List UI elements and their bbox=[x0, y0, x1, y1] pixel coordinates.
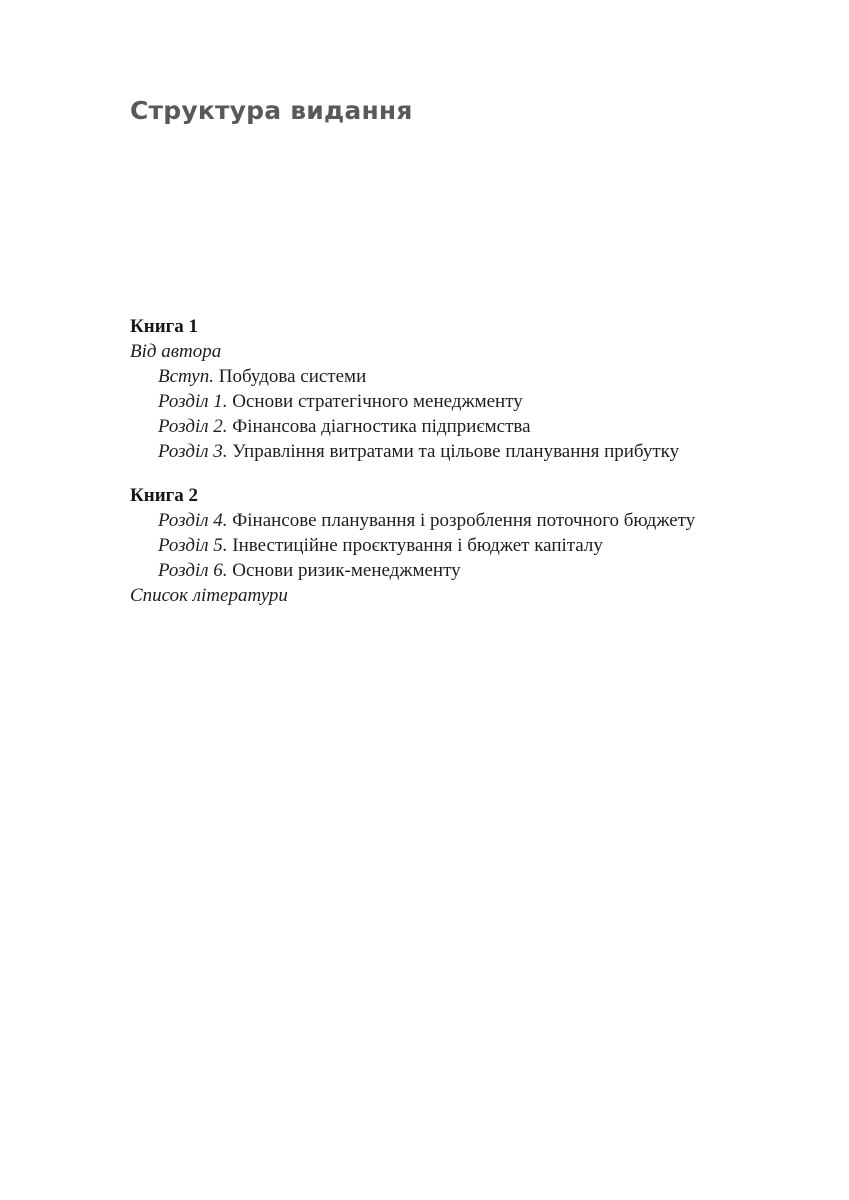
toc-item-prefix: Розділ 5. bbox=[158, 535, 228, 556]
toc-item-prefix: Список літератури bbox=[130, 585, 288, 606]
toc-item-chapter-5 bbox=[130, 533, 730, 558]
toc-item-chapter-6 bbox=[130, 558, 730, 583]
toc-item-chapter-3 bbox=[130, 439, 730, 464]
toc-item-text: Управління витратами та цільове планування прибутку bbox=[227, 441, 680, 462]
table-of-contents bbox=[130, 314, 730, 608]
toc-item-prefix: Розділ 4. bbox=[158, 510, 228, 531]
toc-item-text: Основи ризик-менеджменту bbox=[227, 560, 461, 581]
toc-item-text: Інвестиційне проєктування і бюджет капіталу bbox=[227, 535, 603, 556]
toc-item-prefix: Від автора bbox=[130, 341, 222, 362]
toc-item-prefix: Розділ 1. bbox=[158, 391, 228, 412]
page-title: Структура видання bbox=[130, 96, 413, 125]
toc-item-prefix: Розділ 3. bbox=[158, 441, 228, 462]
toc-item-chapter-2 bbox=[130, 414, 730, 439]
toc-item-prefix: Розділ 2. bbox=[158, 416, 228, 437]
toc-section-book-2 bbox=[130, 483, 730, 608]
toc-item-intro bbox=[130, 364, 730, 389]
toc-item-text: Основи стратегічного менеджменту bbox=[227, 391, 523, 412]
toc-item-chapter-1 bbox=[130, 389, 730, 414]
toc-item-text: Побудова системи bbox=[213, 366, 367, 387]
toc-section-book-1 bbox=[130, 314, 730, 464]
toc-item-author-foreword bbox=[130, 339, 730, 364]
toc-item-text: Фінансова діагностика підприємства bbox=[227, 416, 531, 437]
toc-item-chapter-4 bbox=[130, 508, 730, 533]
toc-item-text: Фінансове планування і розроблення поточного бюджету bbox=[227, 510, 696, 531]
toc-item-bibliography bbox=[130, 583, 730, 608]
section-heading-book-1: Книга 1 bbox=[130, 316, 199, 337]
toc-item-prefix: Вступ. bbox=[158, 366, 214, 387]
toc-item-prefix: Розділ 6. bbox=[158, 560, 228, 581]
section-heading-book-2: Книга 2 bbox=[130, 485, 199, 506]
